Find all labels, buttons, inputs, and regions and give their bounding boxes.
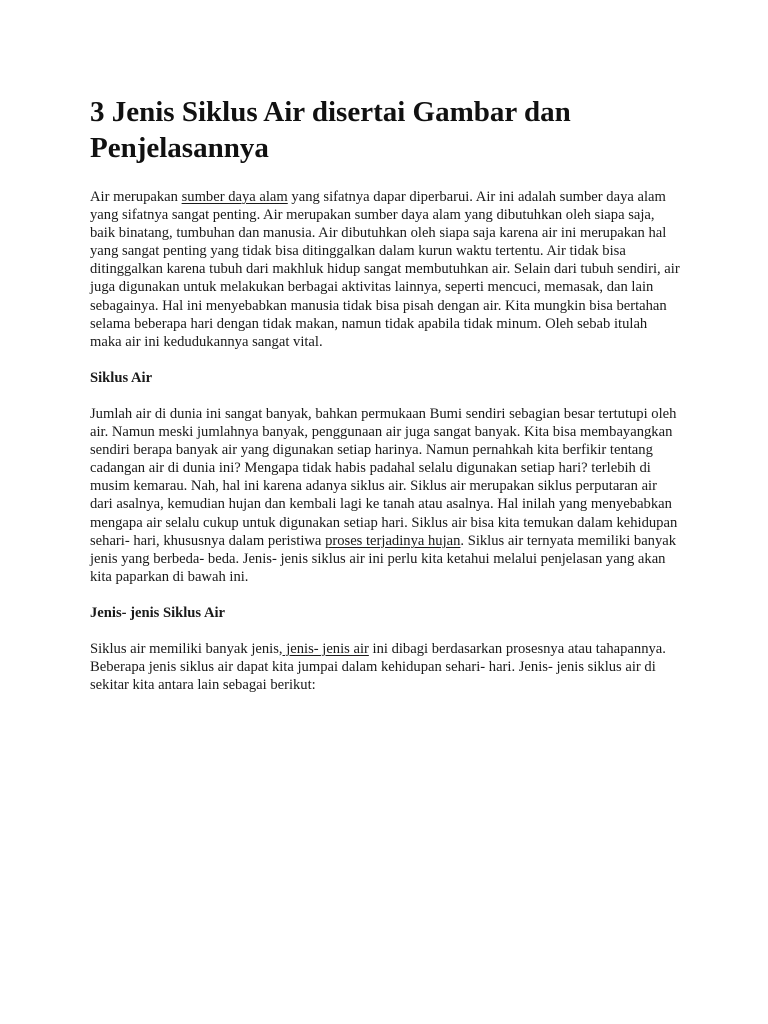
link-proses-terjadinya-hujan[interactable]: proses terjadinya hujan [325, 532, 461, 549]
siklus-air-text-end: . Siklus air ternyata memiliki banyak jenis yang berbeda- beda. Jenis- jenis siklus air ini perlu kita ketahui melalui penjelasan yang akan kita paparkan di bawah ini. [90, 532, 677, 585]
intro-text-start: Air merupakan [90, 189, 182, 205]
intro-text-end: yang sifatnya dapar diperbarui. Air ini adalah sumber daya alam yang sifatnya sangat penting. Air merupakan sumber daya alam yang dibutuhkan oleh siapa saja, baik binatang, tumbuhan dan manusia. Air dibutuhkan oleh siapa saja karena air ini merupakan hal yang sangat penting yang tidak bisa ditinggalkan dalam kurun waktu tertentu. Air tidak bisa ditinggalkan karena tubuh dari makhluk hidup sangat membutuhkan air. Selain dari tubuh sendiri, air juga digunakan untuk melakukan berbagai aktivitas lainnya, seperti mencuci, memasak, dan lain sebagainya. Hal ini menyebabkan manusia tidak bisa pisah dengan air. Kita mungkin bisa bertahan selama beberapa hari dengan tidak makan, namun tidak apabila tidak minum. Oleh sebab itulah maka air ini kedudukannya sangat vital. [90, 189, 680, 350]
siklus-air-text-start: Jumlah air di dunia ini sangat banyak, bahkan permukaan Bumi sendiri sebagian besar tertutupi oleh air. Namun meski jumlahnya banyak, penggunaan air juga sangat banyak. Kita bisa membayangkan sendiri berapa banyak air yang digunakan setiap harinya. Namun pernahkah kita berfikir tentang cadangan air di dunia ini? Mengapa tidak habis padahal selalu digunakan setiap hari? terlebih di musim kemarau. Nah, hal ini karena adanya siklus air. Siklus air merupakan siklus perputaran air dari asalnya, kemudian hujan dan kembali lagi ke tanah atau asalnya. Hal inilah yang menyebabkan mengapa air selalu cukup untuk digunakan setiap hari. Siklus air bisa kita temukan dalam kehidupan sehari- hari, khususnya dalam peristiwa [90, 405, 678, 549]
page-title: 3 Jenis Siklus Air disertai Gambar dan Penjelasannya [90, 96, 571, 164]
intro-paragraph [90, 188, 680, 351]
jenis-siklus-text-start: Siklus air memiliki banyak jenis, [90, 640, 283, 657]
link-jenis-jenis-air[interactable]: jenis- jenis air [282, 640, 369, 657]
document-page [90, 94, 680, 712]
jenis-siklus-air-paragraph [90, 640, 680, 694]
siklus-air-paragraph [90, 405, 680, 586]
section-heading-siklus-air: Siklus Air [90, 369, 153, 386]
link-sumber-daya-alam[interactable]: sumber daya alam [181, 189, 288, 205]
section-heading-jenis-siklus-air: Jenis- jenis Siklus Air [90, 604, 226, 621]
jenis-siklus-text-end: ini dibagi berdasarkan prosesnya atau tahapannya. Beberapa jenis siklus air dapat kita jumpai dalam kehidupan sehari- hari. Jenis- jenis siklus air di sekitar kita antara lain sebagai berikut: [90, 640, 666, 694]
